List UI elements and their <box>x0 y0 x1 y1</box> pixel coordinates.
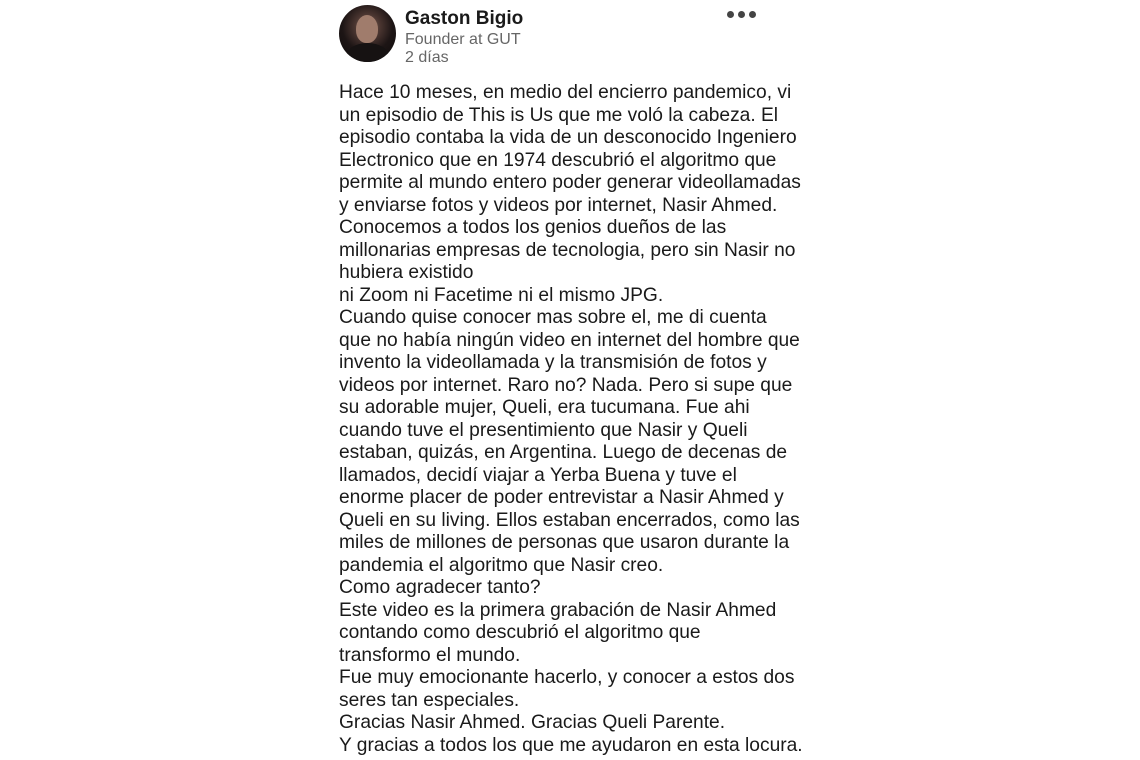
author-avatar[interactable] <box>339 5 396 62</box>
post-text-line: que no había ningún video en internet del hombre que <box>339 329 800 351</box>
post-text-line: seres tan especiales. <box>339 689 520 711</box>
post-text-line: miles de millones de personas que usaron durante la <box>339 532 790 553</box>
post-text-line: videos por internet. Raro no? Nada. Pero si supe que <box>339 374 793 396</box>
more-horizontal-icon <box>727 11 734 18</box>
more-horizontal-icon-dot <box>749 11 756 18</box>
avatar-face <box>356 15 378 43</box>
post-text-line: contando como descubrió el algoritmo que <box>339 622 701 643</box>
more-horizontal-icon-dot <box>738 11 745 18</box>
post-text-line: Como agradecer tanto? <box>339 577 541 598</box>
post-text-line: pandemia el algoritmo que Nasir creo. <box>339 554 664 576</box>
post-text-line: Gracias Nasir Ahmed. Gracias Queli Parente. <box>339 712 726 733</box>
post-text-line: transformo el mundo. <box>339 644 521 666</box>
post-text-line: episodio contaba la vida de un desconocido Ingeniero <box>339 127 797 148</box>
post-header <box>339 0 769 74</box>
post-body <box>339 82 803 757</box>
post-text-line: Electronico que en 1974 descubrió el algoritmo que <box>339 149 777 171</box>
more-options-button[interactable] <box>727 8 757 22</box>
post-text-line: Este video es la primera grabación de Nasir Ahmed <box>339 599 777 621</box>
post-text-line: Queli en su living. Ellos estaban encerrados, como las <box>339 509 800 531</box>
post-text-line: Fue muy emocionante hacerlo, y conocer a estos dos <box>339 667 795 688</box>
post-text-line: ni Zoom ni Facetime ni el mismo JPG. <box>339 284 664 306</box>
avatar-shoulders <box>345 43 390 62</box>
post-text-line: su adorable mujer, Queli, era tucumana. Fue ahi <box>339 397 750 418</box>
post-text-line: Conocemos a todos los genios dueños de las <box>339 217 727 238</box>
author-name[interactable]: Gaston Bigio <box>405 8 524 29</box>
post-text-line: llamados, decidí viajar a Yerba Buena y tuve el <box>339 464 737 486</box>
post-card <box>339 0 803 757</box>
post-text-line: cuando tuve el presentimiento que Nasir y Queli <box>339 419 748 441</box>
post-timestamp: 2 días <box>405 49 449 66</box>
post-text-line: Cuando quise conocer mas sobre el, me di cuenta <box>339 307 767 328</box>
post-text-line: estaban, quizás, en Argentina. Luego de decenas de <box>339 442 788 463</box>
post-text-line: enorme placer de poder entrevistar a Nasir Ahmed y <box>339 487 784 508</box>
post-text-line: Y gracias a todos los que me ayudaron en esta locura. <box>339 734 803 756</box>
post-text-line: y enviarse fotos y videos por internet, Nasir Ahmed. <box>339 194 778 216</box>
post-text-line: invento la videollamada y la transmisión de fotos y <box>339 352 767 373</box>
post-text-line: hubiera existido <box>339 262 474 283</box>
post-text-line: Hace 10 meses, en medio del encierro pandemico, vi <box>339 82 792 103</box>
post-text-line: millonarias empresas de tecnologia, pero sin Nasir no <box>339 239 796 261</box>
author-title: Founder at GUT <box>405 31 521 48</box>
post-text-line: un episodio de This is Us que me voló la cabeza. El <box>339 104 779 126</box>
post-text-line: permite al mundo entero poder generar videollamadas <box>339 172 801 193</box>
